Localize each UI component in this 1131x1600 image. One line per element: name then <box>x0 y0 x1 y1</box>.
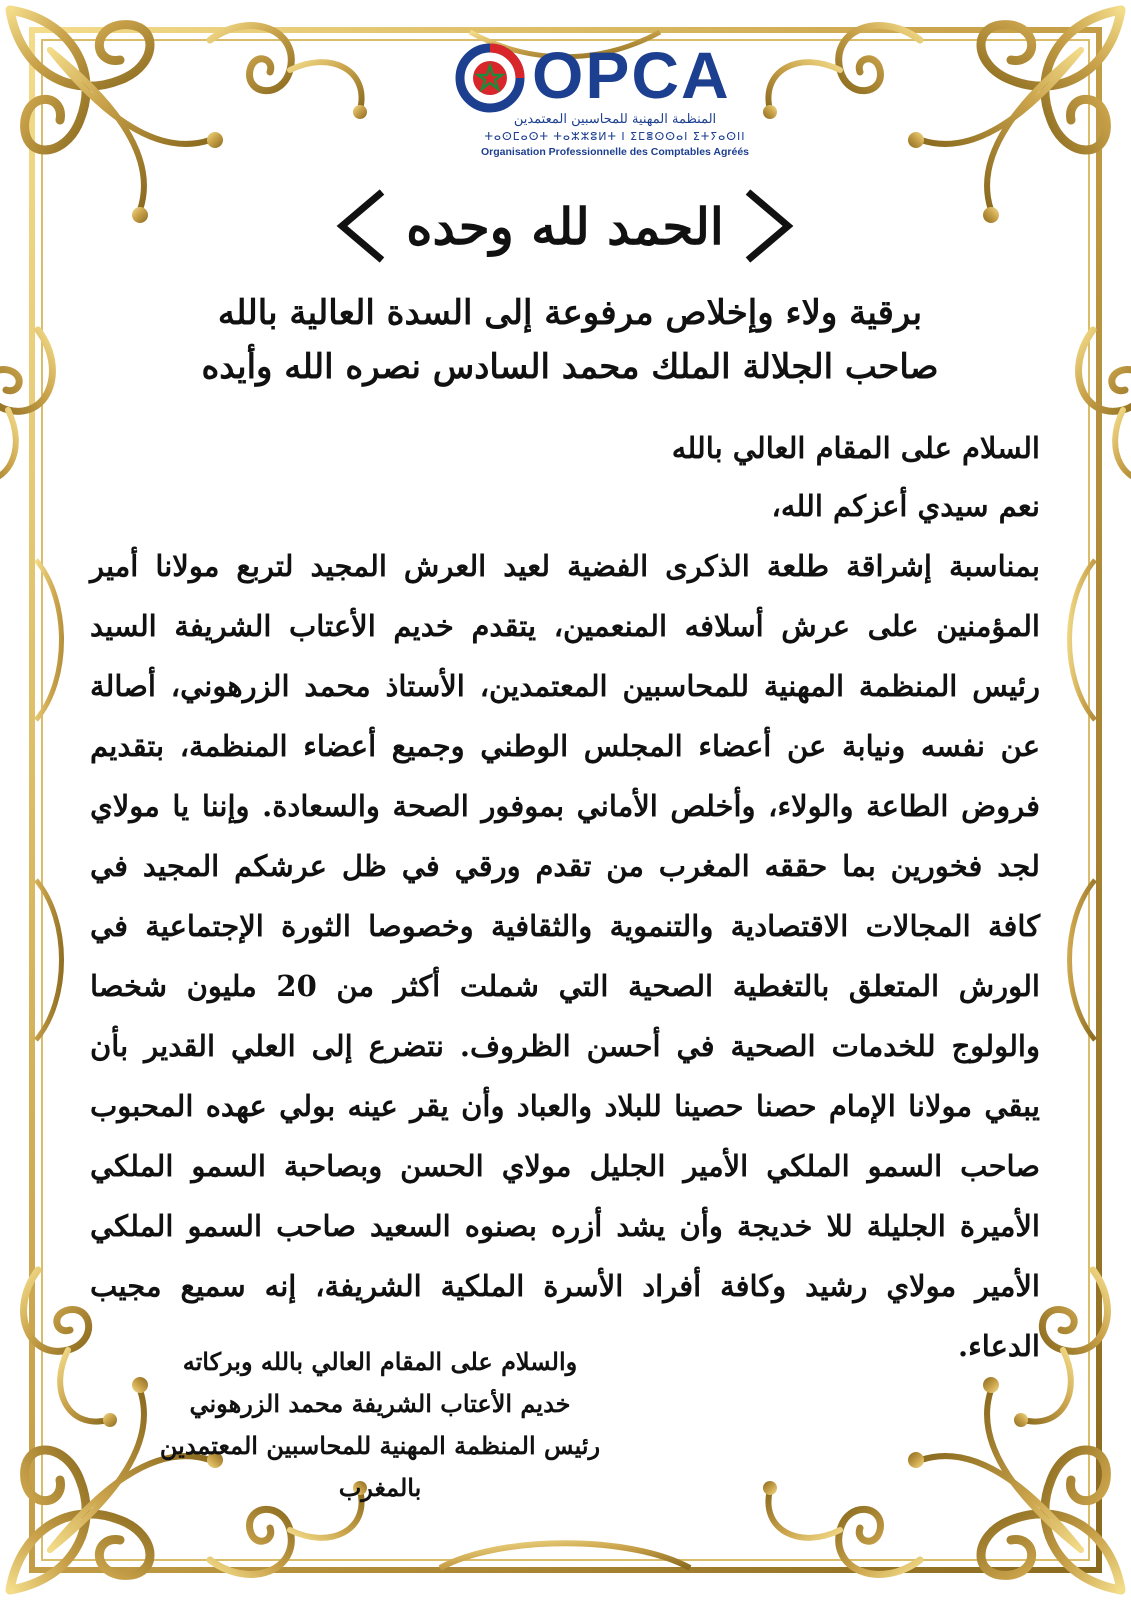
signature-line-1: والسلام على المقام العالي بالله وبركاته <box>182 1347 578 1376</box>
salutation: السلام على المقام العالي بالله <box>671 431 1040 465</box>
letter-body: بمناسبة إشراقة طلعة الذكرى الفضية لعيد العرش المجيد لتربع مولانا أمير المؤمنين على عرش أسلافه المنعمين، يتقدم خديم الأعتاب الشريفة السيد رئيس المنظمة المهنية للمحاسبين المعتمدين، الأستاذ محمد الزرهوني، أصالة عن نفسه ونيابة عن أعضاء المجلس الوطني وجميع أعضاء المنظمة، بتقديم فروض الطاعة والولاء، وأخلص الأماني بموفور الصحة والسعادة. وإننا يا مولاي لجد فخورين بما حققه المغرب من تقدم ورقي في ظل عرشكم المجيد في كافة المجالات الاقتصادية والتنموية والثقافية وخصوصا الثورة الإجتماعية في الورش المتعلق بالتغطية الصحية التي شملت أكثر من 20 مليون شخصا والولوج للخدمات الصحية في أحسن الظروف. نتضرع إلى العلي القدير بأن يبقي مولانا الإمام حصنا حصينا للبلاد والعباد وأن يقر عينه بولي عهده المحبوب صاحب السمو الملكي الأمير الجليل مولاي الحسن وبصاحبة السمو الملكي الأميرة الجليلة للا خديجة وأن يشد أزره بصنوه السعيد صاحب السمو الملكي الأمير مولاي رشيد وكافة أفراد الأسرة الملكية الشريفة، إنه سميع مجيب الدعاء. <box>90 549 1040 1363</box>
letter-content <box>70 36 1060 1556</box>
basmala-text: الحمد لله وحده <box>406 197 724 256</box>
headline-line-2: صاحب الجلالة الملك محمد السادس نصره الله وأيده <box>201 347 939 387</box>
opca-logo <box>450 36 780 166</box>
signature-line-3: رئيس المنظمة المهنية للمحاسبين المعتمدين <box>159 1431 601 1460</box>
signature-line-4: بالمغرب <box>338 1473 422 1502</box>
headline-line-1: برقية ولاء وإخلاص مرفوعة إلى السدة العالية بالله <box>217 293 923 333</box>
address-line: نعم سيدي أعزكم الله، <box>771 489 1040 523</box>
signature-line-2: خديم الأعتاب الشريفة محمد الزرهوني <box>189 1389 571 1418</box>
org-name-arabic: المنظمة المهنية للمحاسبين المعتمدين <box>513 112 717 127</box>
org-name-french: Organisation Professionnelle des Comptables Agréés <box>480 146 750 158</box>
signature-block <box>100 1341 660 1509</box>
left-chevron-ornament <box>330 186 390 266</box>
basmala-banner <box>330 186 800 266</box>
right-chevron-ornament <box>740 186 800 266</box>
org-name-tifinagh: ⵜⴰⵙⵎⴰⵙⵜ ⵜⴰⵣⵣⵓⵍⵜ ⵏ ⵉⵎⴻⵙⵙⴰⵏ ⵉⵜⵢⴰⵙⵏⵏ <box>484 130 746 143</box>
opca-brand-text: OPCA <box>532 38 731 112</box>
